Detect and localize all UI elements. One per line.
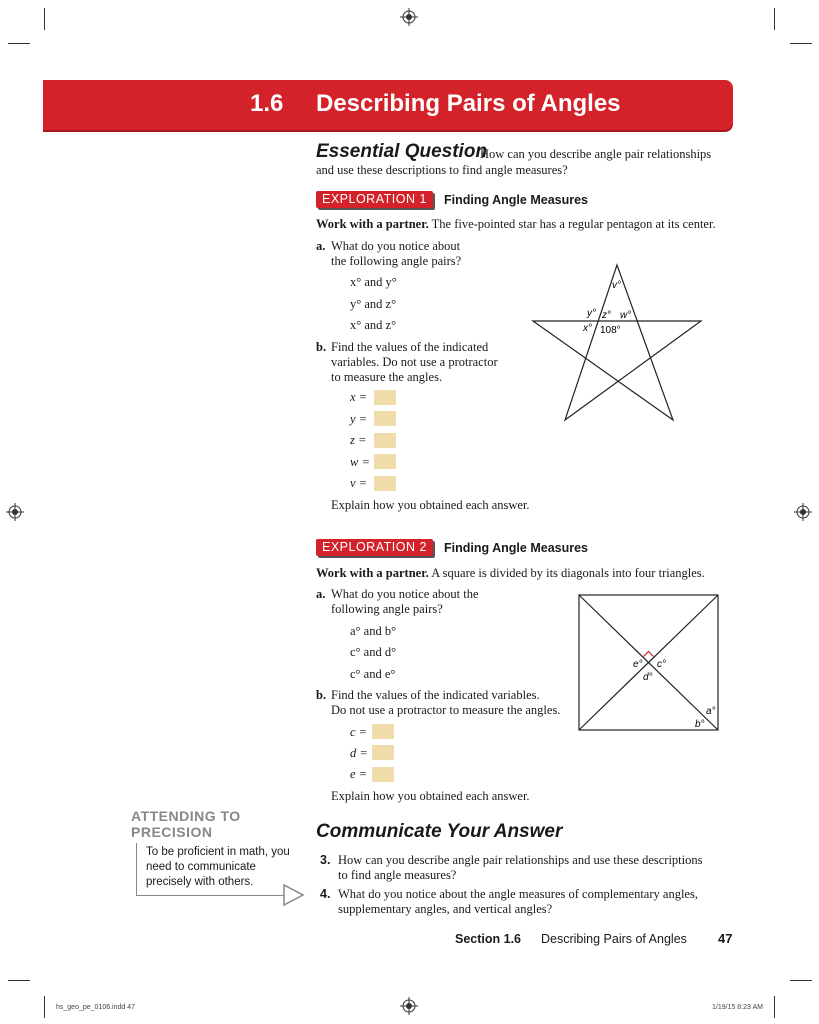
sidebar-heading-line2: PRECISION xyxy=(131,824,213,840)
answer-label: y = xyxy=(350,412,368,426)
essential-question-label: Essential Question xyxy=(316,141,488,162)
label-108: 108° xyxy=(600,325,621,336)
label-z: z° xyxy=(602,310,611,321)
slug-file: hs_geo_pe_0106.indd 47 xyxy=(56,1004,136,1011)
angle-pair: x° and z° xyxy=(350,318,397,332)
crop-mark xyxy=(774,996,775,1018)
label-e: e° xyxy=(633,659,643,670)
crop-mark xyxy=(8,980,30,981)
section-number: 1.6 xyxy=(250,90,284,117)
crop-mark xyxy=(44,996,45,1018)
answer-box[interactable] xyxy=(374,476,396,491)
question-4-line2: supplementary angles, and vertical angles? xyxy=(338,902,553,916)
part-a-line2: the following angle pairs? xyxy=(331,254,462,268)
part-b-line2: variables. Do not use a protractor xyxy=(331,355,498,369)
label-d: d° xyxy=(643,672,653,683)
footer-title: Describing Pairs of Angles xyxy=(541,932,687,946)
crop-mark xyxy=(774,8,775,30)
crop-mark xyxy=(790,43,812,44)
registration-mark-icon xyxy=(400,997,418,1015)
part-a-label: a. xyxy=(316,239,326,253)
answer-label: d = xyxy=(350,746,368,760)
intro-text: A square is divided by its diagonals into four triangles. xyxy=(431,566,705,580)
angle-pair: c° and e° xyxy=(350,667,396,681)
label-x: x° xyxy=(583,323,592,334)
star-figure xyxy=(525,255,710,425)
exploration-badge: EXPLORATION 2 xyxy=(316,539,433,556)
right-angle-marker xyxy=(644,652,654,657)
intro-bold: Work with a partner. xyxy=(316,217,429,231)
label-w: w° xyxy=(620,310,632,321)
sidebar-text: To be proficient in math, you need to communicate precisely with others. xyxy=(146,846,290,888)
answer-box[interactable] xyxy=(372,767,394,782)
label-c: c° xyxy=(657,659,666,670)
question-3-line2: to find angle measures? xyxy=(338,868,457,882)
part-b-label: b. xyxy=(316,688,327,702)
exploration-title: Finding Angle Measures xyxy=(444,541,589,555)
part-a-label: a. xyxy=(316,587,326,601)
crop-mark xyxy=(44,8,45,30)
answer-box[interactable] xyxy=(374,433,396,448)
essential-question-line2: and use these descriptions to find angle measures? xyxy=(316,163,568,177)
page-number: 47 xyxy=(718,931,733,946)
angle-pair: x° and y° xyxy=(350,275,397,289)
footer-section: Section 1.6 xyxy=(455,932,521,946)
answer-label: c = xyxy=(350,725,368,739)
communicate-title: Communicate Your Answer xyxy=(316,821,563,842)
answer-box[interactable] xyxy=(372,745,394,760)
intro-text: The five-pointed star has a regular pentagon at its center. xyxy=(431,217,716,231)
crop-mark xyxy=(790,980,812,981)
arrow-icon xyxy=(283,884,305,906)
answer-label: e = xyxy=(350,767,368,781)
angle-pair: y° and z° xyxy=(350,297,397,311)
exploration-intro xyxy=(316,217,716,232)
question-number: 3. xyxy=(320,853,331,867)
label-v: v° xyxy=(612,280,621,291)
part-b-line3: to measure the angles. xyxy=(331,370,443,384)
question-number: 4. xyxy=(320,887,331,901)
part-b-line1: Find the values of the indicated variables. xyxy=(331,688,540,702)
answer-label: v = xyxy=(350,476,368,490)
registration-mark-icon xyxy=(6,503,24,521)
answer-box[interactable] xyxy=(374,411,396,426)
essential-question-line1: How can you describe angle pair relationships xyxy=(480,147,712,161)
answer-label: x = xyxy=(350,390,368,404)
answer-label: z = xyxy=(350,433,367,447)
explain-text: Explain how you obtained each answer. xyxy=(331,789,530,803)
part-b-line2: Do not use a protractor to measure the angles. xyxy=(331,703,561,717)
part-a-line1: What do you notice about xyxy=(331,239,461,253)
intro-bold: Work with a partner. xyxy=(316,566,429,580)
angle-pair: a° and b° xyxy=(350,624,397,638)
crop-mark xyxy=(8,43,30,44)
part-b-label: b. xyxy=(316,340,327,354)
label-b: b° xyxy=(695,719,705,730)
registration-mark-icon xyxy=(794,503,812,521)
part-a-line2: following angle pairs? xyxy=(331,602,443,616)
square-figure xyxy=(578,594,720,732)
sidebar-heading-line1: ATTENDING TO xyxy=(131,808,241,824)
page-title: Describing Pairs of Angles xyxy=(316,90,621,117)
angle-pair: c° and d° xyxy=(350,645,397,659)
answer-box[interactable] xyxy=(372,724,394,739)
slug-date: 1/19/15 8:23 AM xyxy=(712,1004,763,1011)
answer-box[interactable] xyxy=(374,454,396,469)
part-b-line1: Find the values of the indicated xyxy=(331,340,489,354)
part-a-line1: What do you notice about the xyxy=(331,587,479,601)
explain-text: Explain how you obtained each answer. xyxy=(331,498,530,512)
exploration-intro xyxy=(316,566,705,581)
label-y: y° xyxy=(587,308,596,319)
label-a: a° xyxy=(706,706,716,717)
answer-box[interactable] xyxy=(374,390,396,405)
exploration-title: Finding Angle Measures xyxy=(444,193,589,207)
answer-label: w = xyxy=(350,455,370,469)
sidebar-heading xyxy=(131,808,241,840)
registration-mark-icon xyxy=(400,8,418,26)
exploration-badge: EXPLORATION 1 xyxy=(316,191,433,208)
question-4-line1: What do you notice about the angle measures of complementary angles, xyxy=(338,887,698,901)
question-3-line1: How can you describe angle pair relationships and use these descriptions xyxy=(338,853,703,867)
